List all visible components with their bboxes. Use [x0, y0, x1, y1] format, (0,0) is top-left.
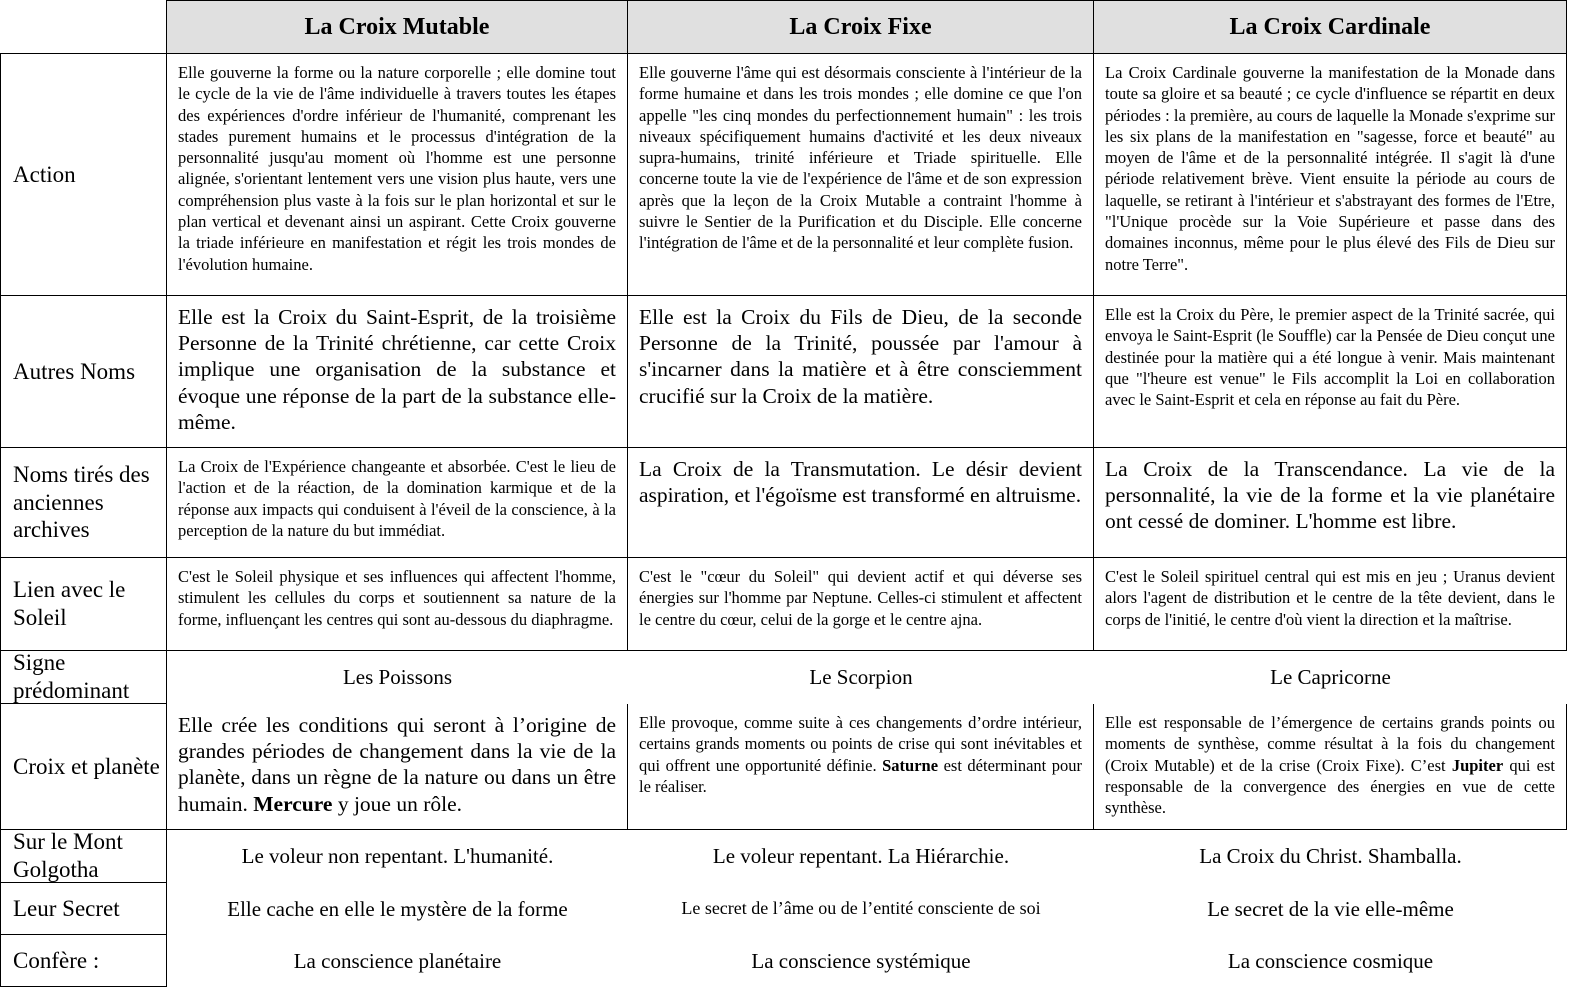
- cell-text: Le Capricorne: [1270, 665, 1391, 689]
- cell-text: Elle est la Croix du Fils de Dieu, de la seconde Personne de la Trinité, poussée par l'amour à s'incarner dans la matière et à être consciemment crucifié sur la Croix de la matière.: [639, 305, 1082, 408]
- table-cell-croix-et-planete-la-croix-fixe: [628, 704, 1094, 830]
- row-label-confere: Confère :: [0, 935, 167, 987]
- table-cell-noms-tires-des-anciennes-archives-la-croix-mutable: [167, 448, 628, 558]
- table-cell-confere-la-croix-mutable: [167, 935, 628, 987]
- row-label-leur-secret: Leur Secret: [0, 883, 167, 935]
- cell-text: C'est le Soleil physique et ses influences qui affectent l'homme, stimulent les cellules du corps et soutiennent sa nature de la forme, influençant les centres qui sont au-dessous du diaphragme.: [178, 567, 616, 629]
- row-label-noms-tires-des-anciennes-archives: Noms tirés des anciennes archives: [0, 448, 167, 558]
- table-cell-leur-secret-la-croix-mutable: [167, 883, 628, 935]
- cell-text: Le secret de la vie elle-même: [1207, 896, 1454, 921]
- cell-text-after: est déterminant pour le réaliser.: [639, 755, 1082, 796]
- table-cell-signe-predominant-la-croix-mutable: [167, 651, 628, 704]
- cell-text: Le Scorpion: [809, 665, 913, 689]
- table-cell-lien-avec-le-soleil-la-croix-cardinale: [1094, 558, 1567, 651]
- cell-text: [178, 713, 616, 816]
- row-label-action: Action: [0, 54, 167, 296]
- table-cell-confere-la-croix-cardinale: [1094, 935, 1567, 987]
- table-cell-leur-secret-la-croix-fixe: [628, 883, 1094, 935]
- planet-name: Mercure: [253, 791, 333, 816]
- cell-text: La conscience systémique: [751, 948, 971, 973]
- table-cell-noms-tires-des-anciennes-archives-la-croix-cardinale: [1094, 448, 1567, 558]
- table-cell-signe-predominant-la-croix-cardinale: [1094, 651, 1567, 704]
- table-cell-sur-le-mont-golgotha-la-croix-mutable: [167, 830, 628, 883]
- cell-text-before: Elle est responsable de l’émergence de certains grands points ou moments de synthèse, comme résultat à la fois du changement (Croix Mutable) et de la crise (Croix Fixe). C’est: [1105, 713, 1555, 775]
- table-cell-action-la-croix-cardinale: [1094, 54, 1567, 296]
- row-label-lien-avec-le-soleil: Lien avec le Soleil: [0, 558, 167, 651]
- table-cell-leur-secret-la-croix-cardinale: [1094, 883, 1567, 935]
- cell-text: La conscience cosmique: [1227, 948, 1434, 973]
- cell-text: Elle gouverne l'âme qui est désormais consciente à l'intérieur de la forme humaine et dans les trois mondes ; elle domine ce que l'on appelle "les cinq mondes du perfectionnement humain" : les trois niveaux spécifiquement humains d'activité et les deux niveaux supra-humains, trinité inférieure et Triade spirituelle. Elle concerne toute la vie de l'expérience de l'âme et de son expression après que la leçon de la Croix Mutable a contraint l'homme à suivre le Sentier de la Purification et du Disciple. Elle concerne l'intégration de l'âme et de la personnalité et leur complète fusion.: [639, 63, 1082, 253]
- table-cell-signe-predominant-la-croix-fixe: [628, 651, 1094, 704]
- row-label-sur-le-mont-golgotha: Sur le Mont Golgotha: [0, 830, 167, 883]
- cell-text-before: Elle crée les conditions qui seront à l’origine de grandes périodes de changement dans la vie de la planète, dans un règne de la nature ou dans un être humain.: [178, 713, 616, 816]
- column-header-la-croix-mutable: La Croix Mutable: [167, 0, 628, 54]
- cell-text: Elle cache en elle le mystère de la forme: [227, 896, 568, 921]
- column-header-la-croix-cardinale: La Croix Cardinale: [1094, 0, 1567, 54]
- table-cell-sur-le-mont-golgotha-la-croix-fixe: [628, 830, 1094, 883]
- cell-text: Elle est la Croix du Père, le premier aspect de la Trinité sacrée, qui envoya le Saint-Esprit (le Souffle) car la Pensée de Dieu conçut une destinée pour la matière qui a été longue à venir. Mais maintenant que "l'heure est venue" le Fils accomplit la Loi en collaboration avec le Saint-Esprit et cela en réponse au fait du Père.: [1105, 305, 1555, 410]
- cell-text: [639, 713, 1082, 796]
- table-cell-sur-le-mont-golgotha-la-croix-cardinale: [1094, 830, 1567, 883]
- table-cell-lien-avec-le-soleil-la-croix-fixe: [628, 558, 1094, 651]
- cell-text-before: Elle provoque, comme suite à ces changements d’ordre intérieur, certains grands moments ou points de crise qui sont inévitables et qui offrent une opportunité définie.: [639, 713, 1082, 775]
- cell-text: Le voleur repentant. La Hiérarchie.: [712, 844, 1010, 868]
- cell-text: La Croix de l'Expérience changeante et absorbée. C'est le lieu de l'action et de la réaction, de la domination karmique et de la réponse aux impacts qui conduisent à l'éveil de la conscience, à la perception de la nature du but immédiat.: [178, 457, 616, 540]
- cell-text-after: y joue un rôle.: [332, 791, 463, 816]
- table-cell-action-la-croix-fixe: [628, 54, 1094, 296]
- planet-name: Jupiter: [1451, 755, 1504, 775]
- table-cell-autres-noms-la-croix-fixe: [628, 296, 1094, 448]
- column-header-la-croix-fixe: La Croix Fixe: [628, 0, 1094, 54]
- table-cell-noms-tires-des-anciennes-archives-la-croix-fixe: [628, 448, 1094, 558]
- row-label-signe-predominant: Signe prédominant: [0, 651, 167, 704]
- cell-text: La conscience planétaire: [293, 948, 502, 973]
- table-cell-confere-la-croix-fixe: [628, 935, 1094, 987]
- cell-text: La Croix de la Transmutation. Le désir devient aspiration, et l'égoïsme est transformé en altruisme.: [639, 457, 1082, 508]
- planet-name: Saturne: [882, 755, 939, 775]
- cell-text: La Croix Cardinale gouverne la manifestation de la Monade dans toute sa gloire et sa beauté ; ce cycle d'influence se répartit en deux périodes : la première, au cours de laquelle la Monade s'exprime sur les six plans de la manifestation en "sagesse, force et beauté" au moyen de l'âme et de la personnalité intégrée. Il s'agit là d'une période relativement brève. Vient ensuite la période au cours de laquelle, se retirant à l'intérieur et s'abstrayant des formes de l'Etre, "l'Unique procède sur la Voie Supérieure et passe dans des domaines inconnus, même pour le plus élevé des Fils de Dieu sur notre Terre".: [1105, 63, 1555, 274]
- cell-text: Elle est la Croix du Saint-Esprit, de la troisième Personne de la Trinité chrétienne, car cette Croix implique une organisation de la substance et évoque une réponse de la part de la substance elle-même.: [178, 305, 616, 434]
- table-corner: [0, 0, 167, 54]
- table-cell-autres-noms-la-croix-mutable: [167, 296, 628, 448]
- table-cell-action-la-croix-mutable: [167, 54, 628, 296]
- table-cell-croix-et-planete-la-croix-cardinale: [1094, 704, 1567, 830]
- cell-text: Elle gouverne la forme ou la nature corporelle ; elle domine tout le cycle de la vie de l'âme individuelle à travers toutes les étapes des expériences d'ordre inférieur de l'humanité, comprenant les stades purement humains et le processus d'intégration de la personnalité jusqu'au moment où l'homme est une personne alignée, s'orientant lentement vers une vision plus haute, vers une compréhension plus vaste à la fois sur le plan horizontal et sur le plan vertical et devenant ainsi un aspirant. Cette Croix gouverne la triade inférieure en manifestation et régit les trois mondes de l'évolution humaine.: [178, 63, 616, 274]
- row-label-autres-noms: Autres Noms: [0, 296, 167, 448]
- cell-text: Les Poissons: [342, 665, 453, 689]
- table-cell-autres-noms-la-croix-cardinale: [1094, 296, 1567, 448]
- row-label-croix-et-planete: Croix et planète: [0, 704, 167, 830]
- cell-text-after: qui est responsable de la convergence des énergies en vue de cette synthèse.: [1105, 755, 1555, 818]
- cell-text: Le voleur non repentant. L'humanité.: [241, 844, 554, 868]
- table-cell-lien-avec-le-soleil-la-croix-mutable: [167, 558, 628, 651]
- table-cell-croix-et-planete-la-croix-mutable: [167, 704, 628, 830]
- cell-text: La Croix de la Transcendance. La vie de la personnalité, la vie de la forme et la vie planétaire ont cessé de dominer. L'homme est libre.: [1105, 457, 1555, 534]
- cell-text: Le secret de l’âme ou de l’entité consciente de soi: [681, 898, 1041, 919]
- cell-text: [1105, 713, 1555, 817]
- cell-text: C'est le "cœur du Soleil" qui devient actif et qui déverse ses énergies sur l'homme par Neptune. Celles-ci stimulent et affectent le centre du cœur, celui de la gorge et le centre ajna.: [639, 567, 1082, 629]
- cell-text: La Croix du Christ. Shamballa.: [1199, 844, 1462, 868]
- cell-text: C'est le Soleil spirituel central qui est mis en jeu ; Uranus devient alors l'agent de distribution et le centre de la tête devient, dans le corps de l'initié, le centre d'où vient la direction et la maîtrise.: [1105, 567, 1555, 629]
